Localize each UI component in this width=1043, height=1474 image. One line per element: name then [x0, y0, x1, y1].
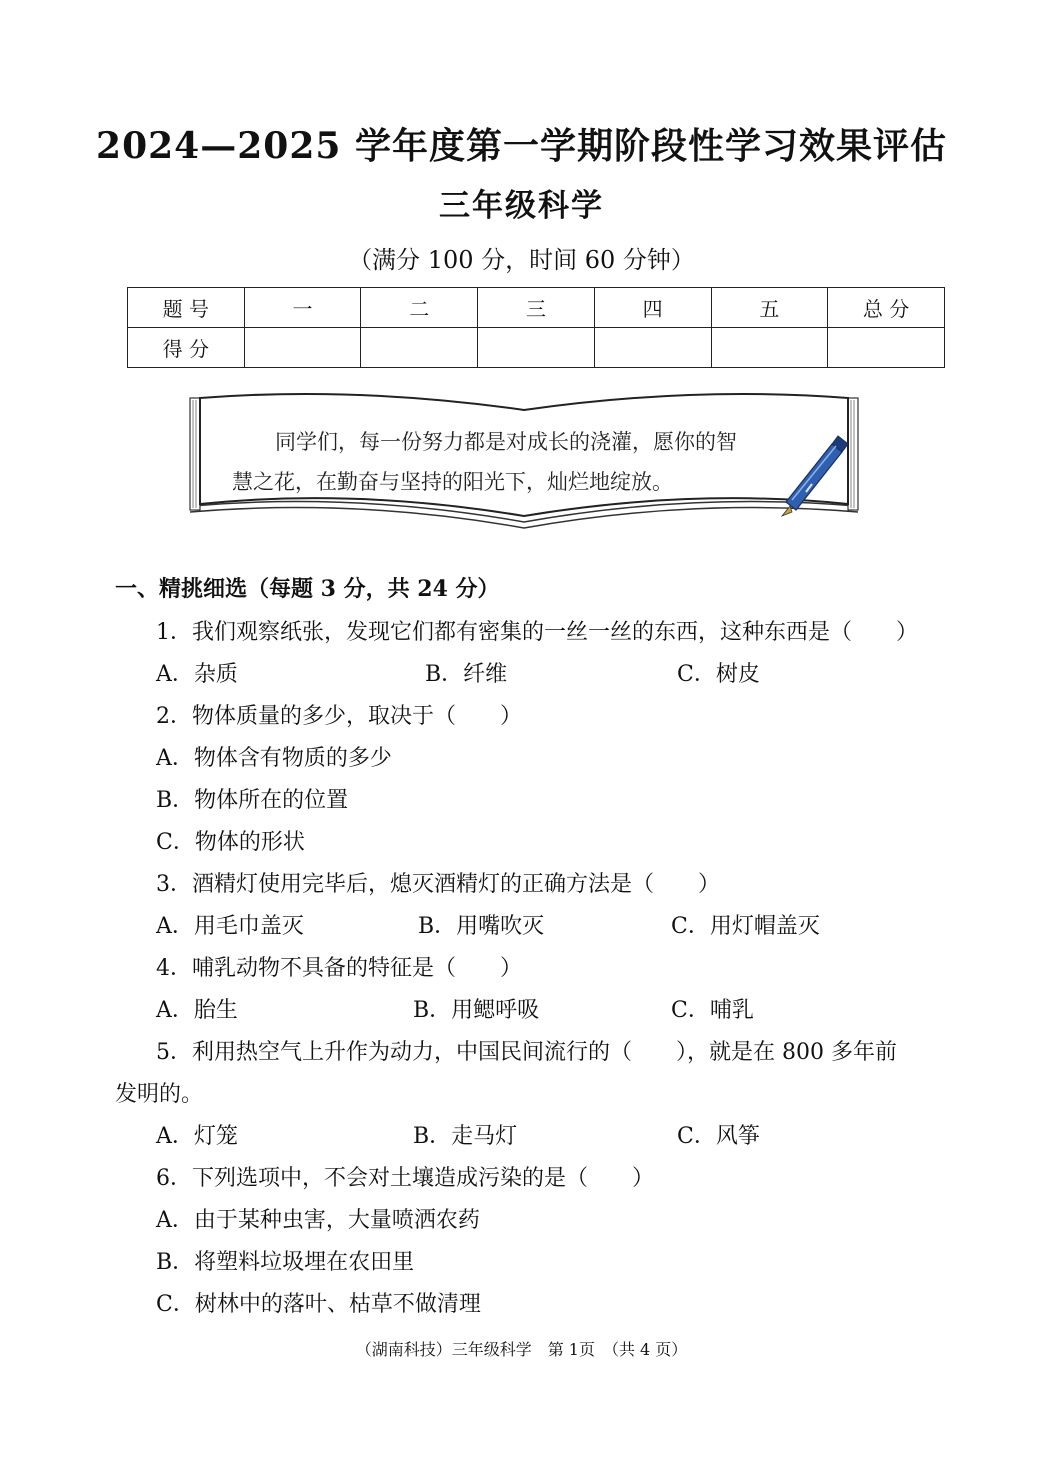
- score-cell-1: 一: [244, 288, 361, 328]
- score-input-4[interactable]: [594, 328, 711, 368]
- score-cell-5: 五: [711, 288, 828, 328]
- score-cell-total: 总 分: [828, 288, 945, 328]
- score-cell-2: 二: [361, 288, 478, 328]
- score-input-2[interactable]: [361, 328, 478, 368]
- page-title: 2024—2025 学年度第一学期阶段性学习效果评估: [96, 125, 947, 167]
- question-3-option-b[interactable]: B．用嘴吹灭: [418, 914, 545, 939]
- question-6-option-a[interactable]: A．由于某种虫害，大量喷洒农药: [156, 1208, 480, 1233]
- question-4-option-a[interactable]: A．胎生: [156, 998, 238, 1023]
- question-6: 6．下列选项中，不会对土壤造成污染的是（ ）: [156, 1166, 654, 1191]
- score-row-label: 得 分: [128, 328, 245, 368]
- score-cell-label: 题 号: [128, 288, 245, 328]
- question-6-option-b[interactable]: B．将塑料垃圾埋在农田里: [156, 1250, 415, 1275]
- question-2-option-a[interactable]: A．物体含有物质的多少: [156, 746, 392, 771]
- question-4-option-b[interactable]: B．用鳃呼吸: [413, 998, 540, 1023]
- score-table-header-row: [128, 288, 945, 328]
- score-input-1[interactable]: [244, 328, 361, 368]
- question-4-option-c[interactable]: C．哺乳: [671, 998, 754, 1023]
- question-5-option-b[interactable]: B．走马灯: [413, 1124, 518, 1149]
- question-2-option-b[interactable]: B．物体所在的位置: [156, 788, 349, 813]
- question-5-continued: 发明的。: [115, 1082, 204, 1107]
- motto-banner: [186, 388, 862, 530]
- question-1-option-a[interactable]: A．杂质: [156, 662, 238, 687]
- question-3-option-a[interactable]: A．用毛巾盖灭: [156, 914, 304, 939]
- score-table: [127, 287, 945, 368]
- motto-line-1: 同学们，每一份努力都是对成长的浇灌，愿你的智: [275, 430, 737, 454]
- question-2-option-c[interactable]: C．物体的形状: [156, 830, 305, 855]
- exam-meta: （满分 100 分，时间 60 分钟）: [348, 246, 695, 274]
- score-table-score-row: [128, 328, 945, 368]
- page-subtitle: 三年级科学: [439, 188, 604, 224]
- score-input-5[interactable]: [711, 328, 828, 368]
- question-5-option-c[interactable]: C．风筝: [677, 1124, 760, 1149]
- question-2: 2．物体质量的多少，取决于（ ）: [156, 704, 522, 729]
- question-3-option-c[interactable]: C．用灯帽盖灭: [671, 914, 820, 939]
- page-footer: （湖南科技）三年级科学 第 1页 （共 4 页）: [355, 1340, 688, 1359]
- question-1-option-c[interactable]: C．树皮: [677, 662, 760, 687]
- question-1-option-b[interactable]: B．纤维: [425, 662, 508, 687]
- score-input-3[interactable]: [478, 328, 595, 368]
- question-5: 5．利用热空气上升作为动力，中国民间流行的（ ），就是在 800 多年前: [156, 1040, 897, 1065]
- section-heading: 一、精挑细选（每题 3 分，共 24 分）: [115, 576, 500, 602]
- question-1: 1．我们观察纸张，发现它们都有密集的一丝一丝的东西，这种东西是（ ）: [156, 620, 918, 645]
- motto-line-2: 慧之花，在勤奋与坚持的阳光下，灿烂地绽放。: [232, 470, 673, 494]
- question-4: 4．哺乳动物不具备的特征是（ ）: [156, 956, 522, 981]
- score-cell-3: 三: [478, 288, 595, 328]
- score-cell-4: 四: [594, 288, 711, 328]
- question-5-option-a[interactable]: A．灯笼: [156, 1124, 238, 1149]
- question-3: 3．酒精灯使用完毕后，熄灭酒精灯的正确方法是（ ）: [156, 872, 720, 897]
- score-input-total[interactable]: [828, 328, 945, 368]
- question-6-option-c[interactable]: C．树林中的落叶、枯草不做清理: [156, 1292, 481, 1317]
